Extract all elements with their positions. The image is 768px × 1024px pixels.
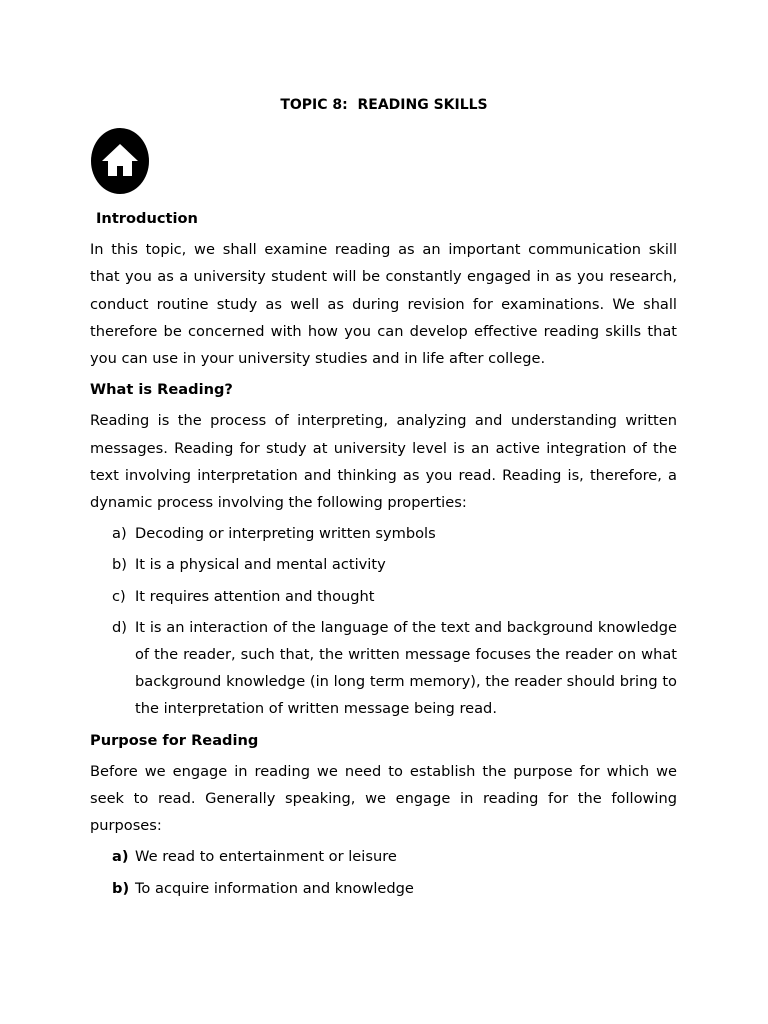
- list-item: [90, 843, 677, 870]
- list-item: [90, 583, 677, 610]
- purpose-list: [90, 843, 677, 901]
- page-title: TOPIC 8: READING SKILLS: [280, 97, 488, 113]
- list-marker: c): [112, 587, 126, 605]
- what-is-reading-heading: What is Reading?: [90, 381, 233, 399]
- what-is-reading-paragraph: Reading is the process of interpreting, analyzing and understanding written messages. Reading for study at university level is an active integration of the text involving interpretation and thinking as you read. Reading is, therefore, a dynamic process involving the following properties:: [90, 412, 677, 512]
- list-item-text: Decoding or interpreting written symbols: [135, 525, 436, 543]
- purpose-heading: Purpose for Reading: [90, 731, 259, 749]
- list-marker: d): [112, 618, 127, 636]
- list-item: [90, 614, 677, 723]
- document-body: [90, 205, 677, 906]
- list-item-text: It is an interaction of the language of the text and background knowledge of the reader, such that, the written message focuses the reader on what background knowledge (in long term memory), the reader should bring to the interpretation of written message being read.: [135, 618, 677, 718]
- reading-properties-list: [90, 520, 677, 722]
- list-item-text: It requires attention and thought: [135, 587, 375, 605]
- purpose-paragraph: Before we engage in reading we need to establish the purpose for which we seek to read. Generally speaking, we engage in reading for the following purposes:: [90, 762, 677, 835]
- list-marker: a): [112, 848, 129, 866]
- home-icon[interactable]: [91, 128, 149, 194]
- list-item: [90, 551, 677, 578]
- list-marker: a): [112, 525, 127, 543]
- list-item-text: It is a physical and mental activity: [135, 556, 386, 574]
- introduction-heading: Introduction: [96, 210, 198, 227]
- house-glyph: [100, 140, 140, 180]
- introduction-paragraph: In this topic, we shall examine reading as an important communication skill that you as a university student will be constantly engaged in as you research, conduct routine study as well as during revision for examinations. We shall therefore be concerned with how you can develop effective reading skills that you can use in your university studies and in life after college.: [90, 241, 677, 368]
- list-item: [90, 520, 677, 547]
- list-item-text: To acquire information and knowledge: [135, 879, 414, 897]
- list-item-text: We read to entertainment or leisure: [135, 848, 397, 866]
- list-item: [90, 875, 677, 902]
- list-marker: b): [112, 556, 127, 574]
- list-marker: b): [112, 879, 130, 897]
